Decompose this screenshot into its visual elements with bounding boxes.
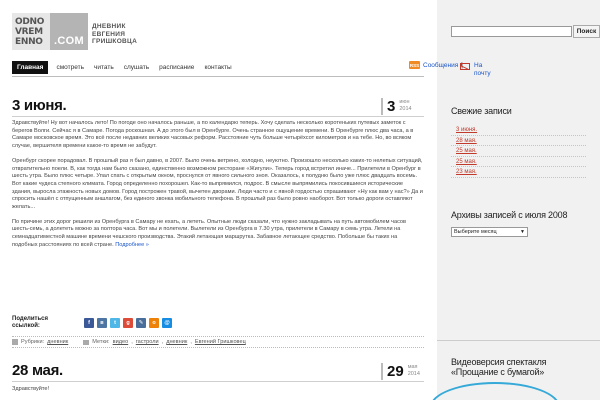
share-block — [12, 316, 175, 330]
recent-post-item — [451, 146, 586, 157]
tags-label: Метки: — [92, 339, 110, 345]
post-body — [12, 120, 424, 308]
post-date-year: 2014 — [399, 105, 412, 112]
nav-divider — [12, 76, 424, 77]
nav-item-watch[interactable]: смотреть — [56, 64, 84, 71]
post-date — [381, 98, 424, 115]
post-date — [381, 363, 424, 380]
recent-post-item — [451, 167, 586, 178]
tagline-line: ГРИШКОВЦА — [92, 38, 138, 45]
post-date-day: 29 — [387, 363, 404, 380]
post-paragraph: Здравствуйте! — [12, 386, 50, 392]
logo-com: .COM — [54, 35, 84, 47]
mail-icon — [460, 63, 470, 70]
folder-icon — [12, 339, 18, 345]
vkontakte-icon[interactable]: в — [97, 318, 107, 328]
googleplus-icon[interactable]: g — [123, 318, 133, 328]
chevron-down-icon: ▼ — [520, 229, 525, 235]
recent-post-link[interactable]: 28 мая. — [456, 137, 477, 144]
tag-link[interactable]: дневник — [166, 339, 188, 345]
mail-label[interactable]: почту — [474, 69, 491, 77]
mailru-icon[interactable]: @ — [162, 318, 172, 328]
share-label: ссылкой: — [12, 323, 40, 329]
search-button[interactable]: Поиск — [573, 25, 600, 38]
facebook-icon[interactable]: f — [84, 318, 94, 328]
post-body — [12, 386, 424, 400]
read-more-link[interactable]: Подробнее » — [115, 241, 149, 248]
site-tagline — [92, 23, 137, 46]
odnoklassniki-icon[interactable]: о — [149, 318, 159, 328]
nav-item-listen[interactable]: слушать — [123, 64, 150, 71]
recent-post-link[interactable]: 23 мая. — [456, 169, 477, 175]
recent-post-item — [451, 136, 586, 147]
rss-subscribe[interactable] — [409, 61, 463, 69]
tagline-line: ДНЕВНИК — [92, 23, 126, 30]
post-date-day: 3 — [387, 98, 396, 115]
tag-icon — [83, 340, 89, 345]
share-label: Поделиться — [12, 316, 49, 322]
main-nav — [12, 61, 242, 74]
search-input[interactable] — [451, 26, 572, 37]
sidebar-divider — [437, 340, 600, 341]
video-widget-title: Видеоверсия спектакля «Прощание с бумагой» — [451, 357, 547, 377]
post-title-divider — [12, 381, 424, 382]
post-paragraph — [12, 219, 424, 250]
recent-post-link[interactable]: 25 мая. — [456, 148, 477, 154]
twitter-icon[interactable]: t — [110, 318, 120, 328]
nav-item-read[interactable]: читать — [93, 64, 114, 71]
recent-post-link[interactable]: 25 мая. — [456, 158, 477, 165]
rss-icon: RSS — [409, 62, 420, 68]
archive-select-value: Выберите месяц — [454, 229, 497, 235]
separator: | — [461, 61, 463, 69]
logo-com-block — [50, 13, 88, 50]
email-subscribe[interactable] — [460, 62, 491, 77]
site-logo[interactable] — [12, 13, 88, 50]
post-paragraph-text: По причине этих дорог решили из Оренбурга в Самару не ехать, а лететь. Опытные люди сказали, что нужно закладывать на путь автомобилем часов шесть-семь, а долететь можно за полтора часа. Вот мы и полетели. Вылетели из Оренбурга в 7.30 утра, прилетели в Самару в семь утра. Летели на семнадцатиместной машине времени чешского производства. Этакий летающая маршрутка. Забавное летающее средство. Побольше бы таких на подобных расстояниях по всей стране. — [12, 218, 407, 248]
recent-post-link[interactable]: 3 июня. — [456, 127, 478, 133]
nav-item-home[interactable]: Главная — [12, 61, 48, 74]
logo-line: ENNO — [15, 36, 43, 47]
post-meta: Рубрики: дневник Метки: видео , гастроли , дневник , Евгений Гришковец — [12, 336, 424, 348]
nav-item-contacts[interactable]: контакты — [204, 64, 232, 71]
archive-month-select[interactable] — [451, 227, 528, 237]
recent-posts-title: Свежие записи — [451, 106, 512, 116]
post-date-year: 2014 — [407, 370, 420, 377]
livejournal-icon[interactable]: ✎ — [136, 318, 146, 328]
tagline-line: ЕВГЕНИЯ — [92, 30, 126, 38]
rubrics-label: Рубрики: — [21, 339, 45, 345]
tag-link[interactable]: гастроли — [135, 339, 159, 345]
post-paragraph: Здравствуйте! Ну вот началось лето! По погоде оно началось раньше, а по календарю теперь. Хочу сделать несколько коротеньких путевых заметок с берегов Волги. Сейчас я в Самаре. Погода роскошная. А до этого был в Оренбурге. Очень странное ощущение времени. В Оренбурге плюс два часа, а в Самаре московское время. Это всё после недавних великих часовых реформ. Расстояние чуть больше четырёхсот километров и на тебе. Но, во всяком случае, вершителя времени какое-то время не забудут. — [12, 120, 414, 150]
tag-link[interactable]: видео — [112, 339, 129, 345]
recent-post-item — [451, 157, 586, 168]
tag-link[interactable]: Евгений Гришковец — [194, 339, 246, 345]
rss-label[interactable]: Сообщения — [423, 61, 459, 69]
logo-words — [12, 13, 50, 50]
post-date-month: мая — [407, 364, 418, 370]
logo-line: VREM — [15, 26, 43, 37]
recent-post-item — [451, 125, 586, 136]
recent-posts-list — [451, 125, 586, 178]
logo-line: ODNO — [15, 16, 45, 27]
post-paragraph: Оренбург скорее порадовал. В прошлый раз я был давно, в 2007. Было очень ветрено, холодно, неуютно. Произошло несколько каких-то нелепых ситуаций, отвратительно поели. В, как тогда нам было сказано, единственно возможном ресторане «Жигули». Теперь город встретил иначе... Прилетели в Оренбург в шесть утра. Было плюс четыре. Упал спать с открытым окном, проснулся от явного сильного зноя. Оказалось, к полудню было уже плюс двадцать восемь. Вот какие чудеса степного климата. Город определенно похорошел. Как-то выпрямился, подрос. В смысле выпрямились покосившиеся исторические здания, выросла этажность новых домов. Город построжен травой, вычетен дворами. Люди часто и с явной гордостью спрашивают «Ну как вам у нас?» Да и спросить нашёл с отпущенным аншлагом, без единого звонка мобильного телефона. В прошлый раз было ровно наоборот. Вот только дороги оставляют желать... — [12, 157, 423, 211]
post-date-month: июн — [399, 99, 410, 105]
mail-label[interactable]: На — [474, 62, 483, 69]
post-title[interactable]: 3 июня. — [12, 97, 67, 114]
archive-title: Архивы записей с июля 2008 — [451, 210, 568, 220]
nav-item-schedule[interactable]: расписание — [159, 64, 195, 71]
post-title-divider — [12, 116, 424, 117]
rubric-link[interactable]: дневник — [47, 339, 69, 345]
post-title[interactable]: 28 мая. — [12, 362, 63, 379]
